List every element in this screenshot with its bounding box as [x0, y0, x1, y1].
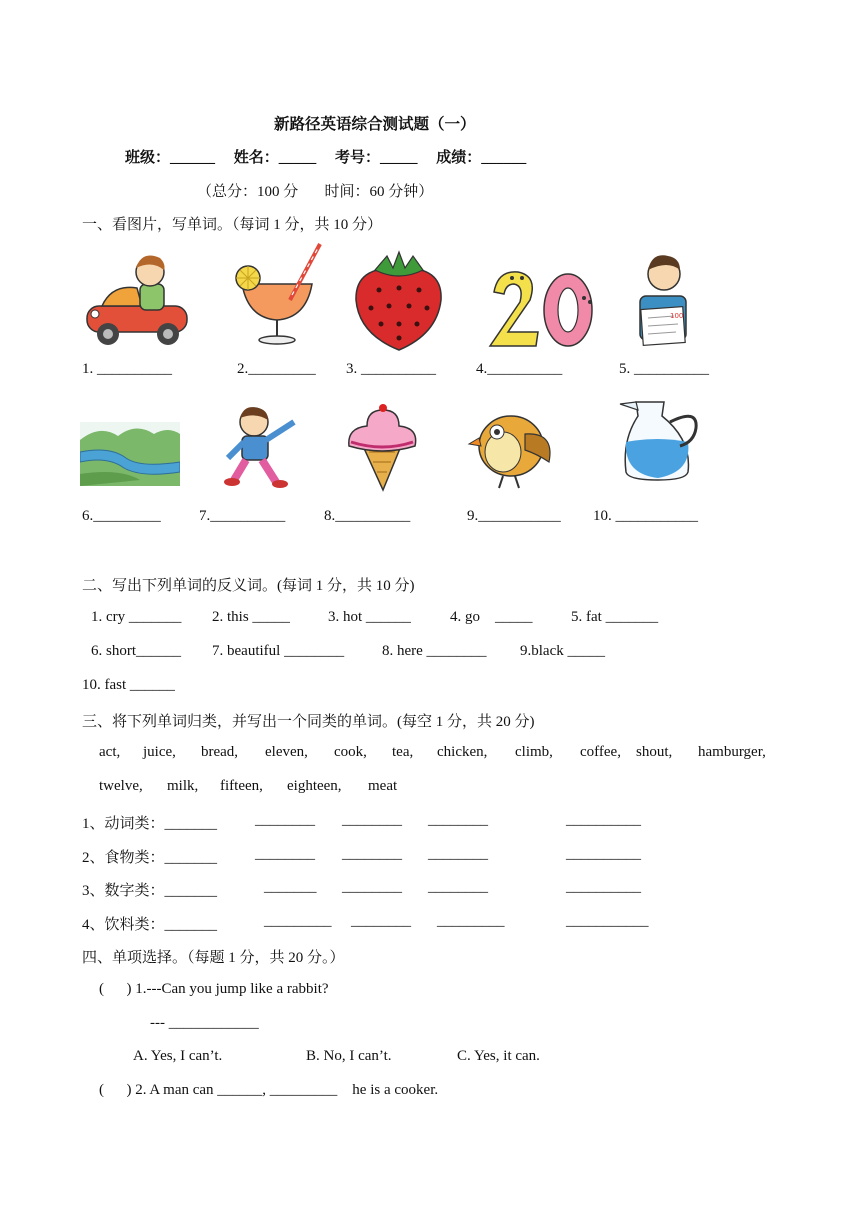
category-drinks[interactable]: 4、饮料类：_______	[82, 917, 218, 933]
section4-heading: 四、单项选择。（每题 1 分，共 20 分。）	[82, 950, 345, 966]
word-bank-word: twelve,	[99, 778, 143, 794]
water-jug-picture	[614, 398, 700, 482]
category-blank[interactable]: ________	[342, 846, 402, 862]
word-bank-word: chicken,	[437, 744, 488, 760]
antonym-item-5[interactable]: 5. fat _______	[571, 609, 659, 625]
svg-text:100: 100	[670, 312, 684, 320]
category-blank[interactable]: __________	[566, 812, 641, 828]
antonym-item-8[interactable]: 8. here ________	[382, 643, 487, 659]
word-bank-word: cook,	[334, 744, 367, 760]
boy-driving-car-picture	[82, 244, 192, 348]
word-bank-word: bread,	[201, 744, 239, 760]
boy-holding-paper-picture	[628, 246, 698, 350]
page-title: 新路径英语综合测试题（一）	[274, 116, 476, 133]
section3-heading: 三、将下列单词归类，并写出一个同类的单词。(每空 1 分，共 20 分)	[82, 714, 535, 730]
category-verbs[interactable]: 1、动词类：_______	[82, 816, 218, 832]
category-blank[interactable]: ________	[255, 812, 315, 828]
ice-cream-cone-picture	[343, 402, 421, 492]
word-bank-word: coffee,	[580, 744, 621, 760]
antonym-item-1[interactable]: 1. cry _______	[91, 609, 182, 625]
score-time-line: （总分：100 分 时间：60 分钟）	[197, 184, 434, 200]
antonym-item-3[interactable]: 3. hot ______	[328, 609, 411, 625]
category-blank[interactable]: _________	[437, 913, 505, 929]
category-blank[interactable]: ________	[428, 846, 488, 862]
category-blank[interactable]: __________	[566, 846, 641, 862]
antonym-item-2[interactable]: 2. this _____	[212, 609, 290, 625]
section1-heading: 一、看图片，写单词。（每词 1 分，共 10 分）	[82, 217, 383, 233]
number-twenty-picture	[486, 266, 600, 350]
question-1-option-c[interactable]: C. Yes, it can.	[457, 1048, 540, 1064]
picture-answer-1[interactable]: 1. __________	[82, 361, 172, 377]
student-info-line: 班级：______ 姓名：_____ 考号：_____ 成绩：______	[125, 150, 527, 166]
category-blank[interactable]: ________	[255, 846, 315, 862]
question-2[interactable]: ( ) 2. A man can ______, _________ he is a cooker.	[99, 1082, 439, 1098]
category-blank[interactable]: __________	[566, 879, 641, 895]
word-bank-word: shout,	[636, 744, 673, 760]
question-1-option-b[interactable]: B. No, I can’t.	[306, 1048, 392, 1064]
antonym-item-10[interactable]: 10. fast ______	[82, 677, 175, 693]
antonym-item-6[interactable]: 6. short______	[91, 643, 181, 659]
word-bank-word: eighteen,	[287, 778, 342, 794]
boy-running-picture	[222, 402, 300, 488]
word-bank-word: climb,	[515, 744, 553, 760]
question-1-answer-line[interactable]: --- ____________	[150, 1015, 259, 1031]
category-numbers[interactable]: 3、数字类：_______	[82, 883, 218, 899]
picture-answer-5[interactable]: 5. __________	[619, 361, 709, 377]
picture-answer-4[interactable]: 4.__________	[476, 361, 563, 377]
category-food[interactable]: 2、食物类：_______	[82, 850, 218, 866]
picture-answer-2[interactable]: 2._________	[237, 361, 316, 377]
word-bank-word: meat	[368, 778, 398, 794]
question-1[interactable]: ( ) 1.---Can you jump like a rabbit?	[99, 981, 329, 997]
word-bank-word: milk,	[167, 778, 199, 794]
word-bank-word: fifteen,	[220, 778, 263, 794]
category-blank[interactable]: ________	[428, 879, 488, 895]
word-bank-word: tea,	[392, 744, 414, 760]
word-bank-word: hamburger,	[698, 744, 766, 760]
picture-answer-8[interactable]: 8.__________	[324, 508, 411, 524]
picture-answer-10[interactable]: 10. ___________	[593, 508, 698, 524]
category-blank[interactable]: _________	[264, 913, 332, 929]
word-bank-word: eleven,	[265, 744, 308, 760]
category-blank[interactable]: _______	[264, 879, 317, 895]
river-landscape-picture	[80, 422, 180, 486]
picture-answer-3[interactable]: 3. __________	[346, 361, 436, 377]
picture-answer-9[interactable]: 9.___________	[467, 508, 561, 524]
category-blank[interactable]: ________	[351, 913, 411, 929]
category-blank[interactable]: ___________	[566, 913, 649, 929]
question-1-option-a[interactable]: A. Yes, I can’t.	[133, 1048, 223, 1064]
category-blank[interactable]: ________	[428, 812, 488, 828]
glass-of-juice-picture	[232, 240, 324, 346]
section2-heading: 二、写出下列单词的反义词。(每词 1 分，共 10 分)	[82, 578, 415, 594]
word-bank-word: act,	[99, 744, 121, 760]
bird-picture	[467, 404, 557, 490]
antonym-item-9[interactable]: 9.black _____	[520, 643, 605, 659]
antonym-item-4[interactable]: 4. go _____	[450, 609, 533, 625]
category-blank[interactable]: ________	[342, 879, 402, 895]
category-blank[interactable]: ________	[342, 812, 402, 828]
picture-answer-7[interactable]: 7.__________	[199, 508, 286, 524]
picture-answer-6[interactable]: 6._________	[82, 508, 161, 524]
strawberry-picture	[353, 248, 445, 352]
antonym-item-7[interactable]: 7. beautiful ________	[212, 643, 345, 659]
word-bank-word: juice,	[143, 744, 176, 760]
